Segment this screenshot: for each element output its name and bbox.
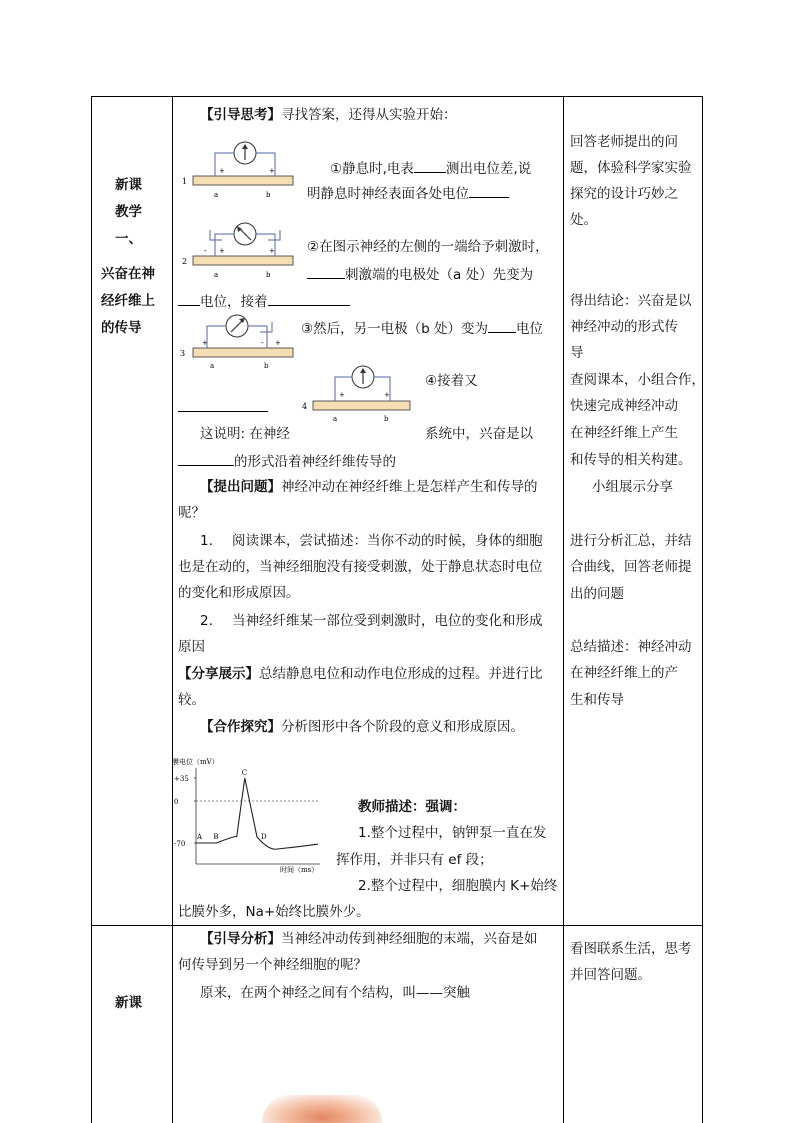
fiber3-label-b: b xyxy=(264,362,269,370)
chart-point-label: A xyxy=(197,833,203,841)
right-line: 探究的设计巧妙之 xyxy=(570,186,678,202)
share-tag: 【分享展示】 xyxy=(178,666,259,682)
fiber4-plus-a: + xyxy=(339,391,345,399)
q1-line3: 的变化和形成原因。 xyxy=(178,585,300,601)
chart-point-label: D xyxy=(261,833,267,841)
action-potential-chart xyxy=(170,752,325,880)
right-line: 在神经纤维上的产 xyxy=(570,665,678,681)
guide-analysis xyxy=(200,930,538,948)
guide-think-tag: 【引导思考】 xyxy=(200,107,281,123)
step3-text-b: 电位 xyxy=(515,321,543,337)
step1-line1 xyxy=(330,158,531,178)
right-line: 回答老师提出的问 xyxy=(570,134,678,150)
right-line: 进行分析汇总，并结 xyxy=(570,533,692,549)
teacher-p1b: 挥作用，并非只有 ef 段； xyxy=(336,852,493,868)
ask-question xyxy=(200,478,538,496)
q1-text: 阅读课本，尝试描述：当你不动的时候，身体的细胞 xyxy=(232,533,543,549)
right-line: 看图联系生活，思考 xyxy=(570,941,692,957)
explain-a: 这说明: 在神经 xyxy=(200,426,290,442)
teacher-p2: 2.整个过程中，细胞膜内 K+始终 xyxy=(358,878,558,894)
ask-cont: 呢？ xyxy=(178,505,205,521)
fiber4-label-a: a xyxy=(333,415,338,423)
fiber1-label-b: b xyxy=(266,191,271,199)
fiber3-number: 3 xyxy=(180,349,186,358)
right-line: 合曲线，回答老师提 xyxy=(570,559,692,575)
explain-line1b: 系统中，兴奋是以 xyxy=(425,426,533,442)
fiber3-minus-b: - xyxy=(261,338,264,347)
q1-line2: 也是在动的，当神经细胞没有接受刺激，处于静息状态时电位 xyxy=(178,559,543,575)
fiber-diagram-3 xyxy=(180,308,300,370)
explain-line2 xyxy=(178,451,396,471)
right-line: 生和传导 xyxy=(570,692,624,708)
share-line xyxy=(178,665,543,683)
ask-text: 神经冲动在神经纤维上是怎样产生和传导的 xyxy=(281,479,538,495)
step3-line xyxy=(301,318,543,338)
chart-point-label: B xyxy=(213,833,219,841)
coop-tag: 【合作探究】 xyxy=(200,719,281,735)
right-line: 查阅课本，小组合作， xyxy=(570,372,705,388)
step2-line3-text: 电位，接着 xyxy=(200,294,268,310)
fiber2-plus-a: + xyxy=(219,247,225,255)
coop-text: 分析图形中各个阶段的意义和形成原因。 xyxy=(281,719,524,735)
step2-line1: ②在图示神经的左侧的一端给予刺激时， xyxy=(307,239,549,255)
fiber1-plus-a: + xyxy=(219,167,225,175)
guide-think xyxy=(200,106,457,124)
fiber2-number: 2 xyxy=(182,257,188,266)
share-cont: 较。 xyxy=(178,692,205,708)
step2-line2 xyxy=(307,264,533,284)
hand-image xyxy=(262,1095,382,1123)
q2-line2: 原因 xyxy=(178,639,205,655)
right-line: 出的问题 xyxy=(570,586,624,602)
right-line: 快速完成神经冲动 xyxy=(570,398,678,414)
right-line: 并回答问题。 xyxy=(570,967,651,983)
right-line: 总结描述：神经冲动 xyxy=(570,639,692,655)
explain-c: 的形式沿着神经纤维传导的 xyxy=(234,454,396,470)
guide-think-text: 寻找答案，还得从实验开始： xyxy=(281,107,457,123)
step1-text-b: 测出电位差,说 xyxy=(445,161,532,177)
q2-text: 当神经纤维某一部位受到刺激时，电位的变化和形成 xyxy=(232,613,543,629)
chart-xlabel: 时间（ms） xyxy=(280,866,319,874)
step4-text: ④接着又 xyxy=(425,373,478,389)
guide-analysis-cont: 何传导到另一个神经细胞的呢？ xyxy=(178,957,367,973)
chart-ytick-label: -70 xyxy=(174,840,186,848)
chart-ytick-label: 0 xyxy=(174,798,179,806)
left-title-line: 的传导 xyxy=(101,320,142,336)
share-text: 总结静息电位和动作电位形成的过程。并进行比 xyxy=(259,666,543,682)
step4-blank xyxy=(178,397,268,417)
teacher-title: 教师描述：强调： xyxy=(358,799,466,815)
left-title-line: 一、 xyxy=(115,231,142,247)
q2-num: 2. xyxy=(200,613,213,629)
step1-line2-text: 明静息时神经表面各处电位 xyxy=(307,186,469,202)
chart-ylabel: 膜电位（mV） xyxy=(172,758,219,766)
right-line: 导 xyxy=(570,345,584,361)
left-title-line: 经纤维上 xyxy=(101,293,155,309)
table-divider-1 xyxy=(172,96,173,1123)
chart-ytick-label: +35 xyxy=(174,775,189,783)
left-title-line: 兴奋在神 xyxy=(101,266,155,282)
table-border-left xyxy=(91,96,92,1123)
right-block-4: 小组展示分享 xyxy=(592,479,673,495)
step3-text-a: ③然后，另一电极（b 处）变为 xyxy=(301,321,488,337)
fiber1-number: 1 xyxy=(182,177,188,186)
right-line: 处。 xyxy=(570,212,597,228)
step1-line2 xyxy=(307,183,509,203)
fiber1-label-a: a xyxy=(214,191,219,199)
step1-text-a: ①静息时,电表 xyxy=(330,161,414,177)
chart-point-label: C xyxy=(241,769,248,777)
right-line: 在神经纤维上产生 xyxy=(570,425,678,441)
teacher-p1: 1.整个过程中，钠钾泵一直在发 xyxy=(358,825,547,841)
table-border-right xyxy=(702,96,703,1123)
fiber2-label-b: b xyxy=(266,271,271,279)
table-border-top xyxy=(91,96,703,97)
q1-num: 1. xyxy=(200,533,213,549)
fiber3-label-a: a xyxy=(210,362,215,370)
left-title-line: 教学 xyxy=(115,204,142,220)
fiber-diagram-4 xyxy=(300,362,420,424)
fiber4-plus-b: + xyxy=(384,391,390,399)
fiber3-plus-b: + xyxy=(275,339,281,347)
fiber4-label-b: b xyxy=(384,415,389,423)
fiber2-minus-a: - xyxy=(204,246,207,255)
synapse-text: 原来，在两个神经之间有个结构，叫——突触 xyxy=(200,985,470,1001)
fiber2-label-a: a xyxy=(214,271,219,279)
right-line: 神经冲动的形式传 xyxy=(570,319,678,335)
q1-line1 xyxy=(200,532,213,550)
coop-line xyxy=(200,718,524,736)
ask-tag: 【提出问题】 xyxy=(200,479,281,495)
fiber4-number: 4 xyxy=(302,402,308,411)
guide-analysis-text: 当神经冲动传到神经细胞的末端，兴奋是如 xyxy=(281,931,538,947)
fiber-diagram-2 xyxy=(180,218,300,280)
left-section2-title: 新课 xyxy=(115,995,142,1011)
fiber-diagram-1 xyxy=(180,140,300,202)
fiber3-plus-a: + xyxy=(202,339,208,347)
right-line: 题，体验科学家实验 xyxy=(570,160,692,176)
teacher-p2b: 比膜外多，Na+始终比膜外少。 xyxy=(178,904,370,920)
table-divider-2 xyxy=(563,96,564,1123)
fiber1-plus-b: + xyxy=(269,167,275,175)
explain-line1 xyxy=(200,425,290,443)
left-title-line: 新课 xyxy=(115,177,142,193)
fiber2-plus-b: + xyxy=(269,247,275,255)
right-line: 和传导的相关构建。 xyxy=(570,452,692,468)
step2-line2-text: 刺激端的电极处（a 处）先变为 xyxy=(345,267,534,283)
right-line: 得出结论：兴奋是以 xyxy=(570,293,692,309)
guide-analysis-tag: 【引导分析】 xyxy=(200,931,281,947)
table-border-mid xyxy=(91,925,703,926)
